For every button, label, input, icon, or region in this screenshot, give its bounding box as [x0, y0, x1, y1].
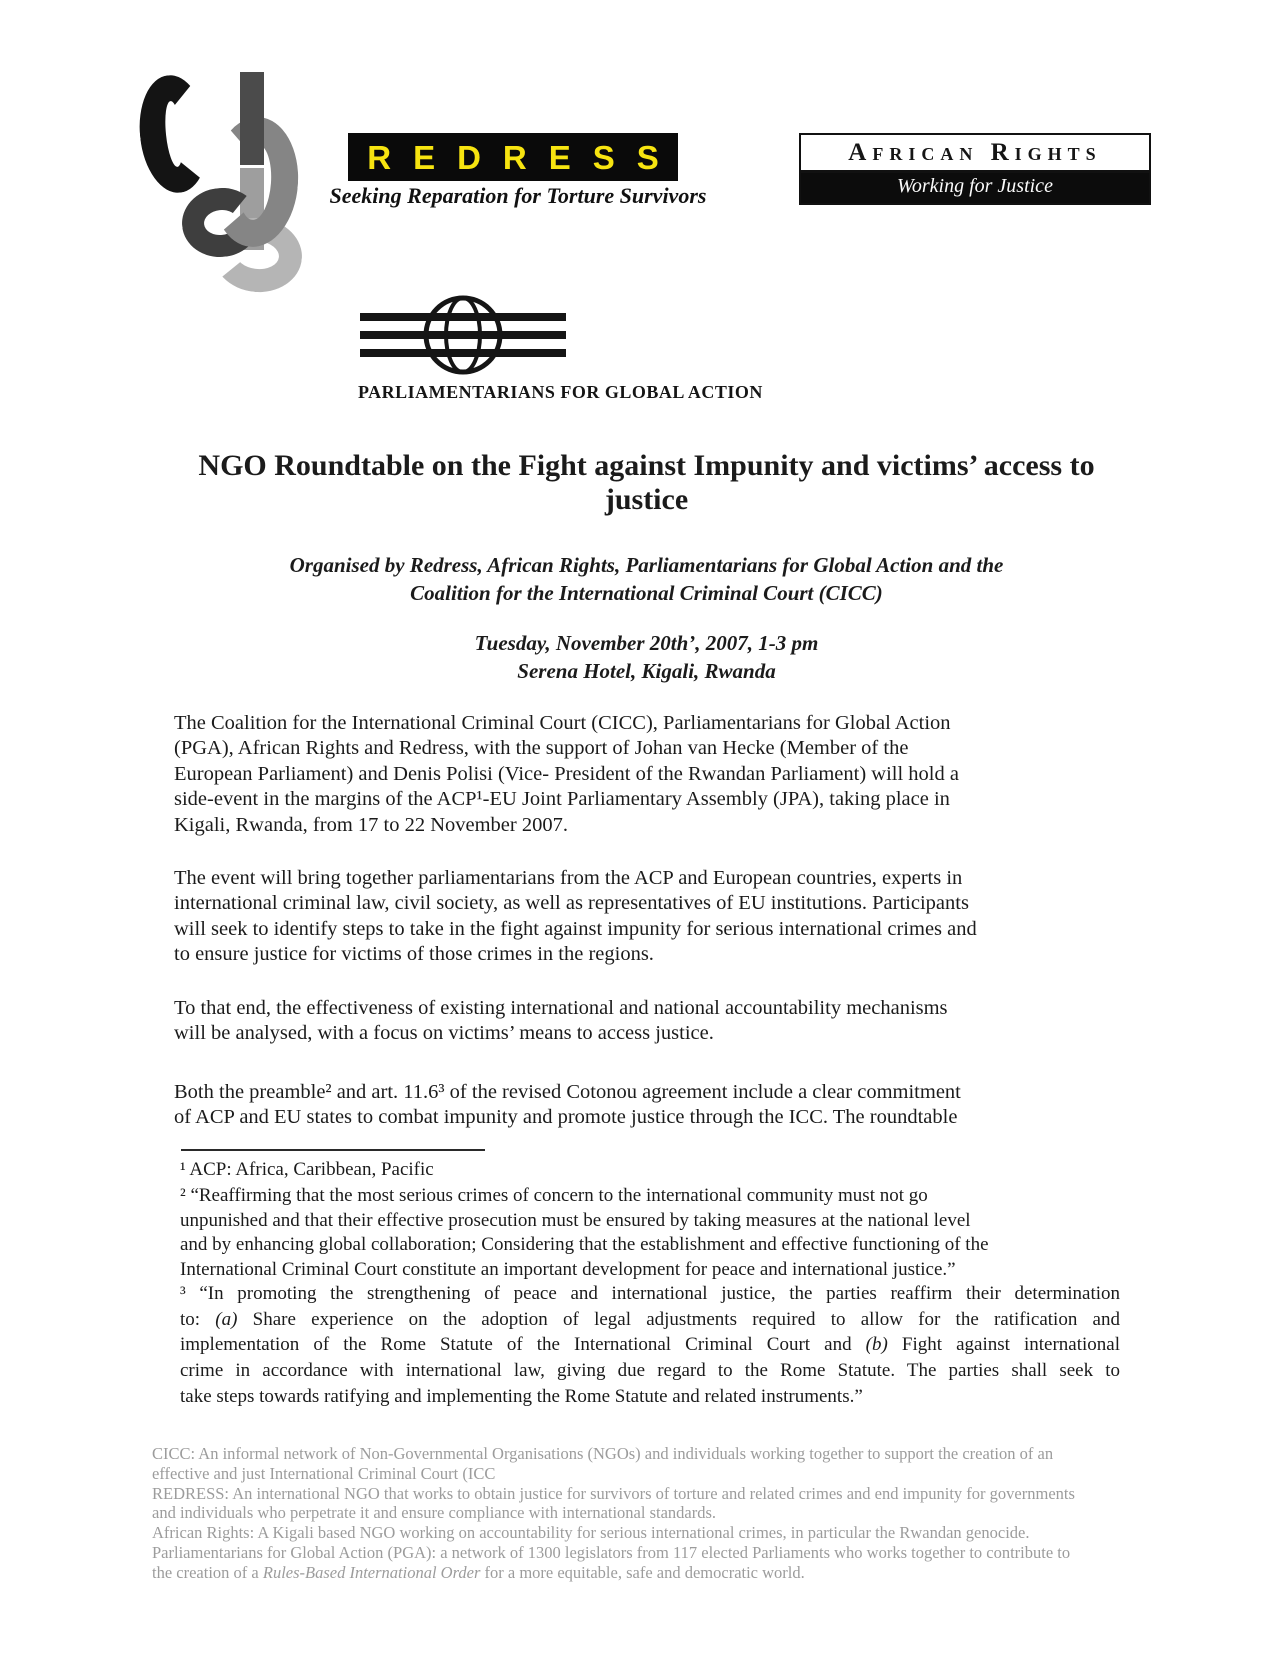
paragraph-2	[174, 866, 1119, 968]
org-note-cicc: effective and just International Criminal Court (ICC	[152, 1463, 496, 1483]
footnote-3-text: Share experience on the adoption of legal adjustments required to allow for the ratification and	[237, 1308, 1120, 1330]
org-note-pga-italic: Rules-Based International Order	[262, 1562, 481, 1582]
redress-logo-tagline: Seeking Reparation for Torture Survivors	[329, 183, 707, 208]
paragraph-2-line: to ensure justice for victims of those crimes in the regions.	[174, 943, 654, 966]
paragraph-1-line: European Parliament) and Denis Polisi (Vice- President of the Rwandan Parliament) will hold a	[174, 762, 959, 785]
footnote-1-line: ¹ ACP: Africa, Caribbean, Pacific	[180, 1159, 434, 1180]
org-note-pga-text: the creation of a	[152, 1562, 263, 1582]
footnote-3-line: take steps towards ratifying and implementing the Rome Statute and related instruments.”	[180, 1385, 863, 1407]
org-note-redress: REDRESS: An international NGO that works to obtain justice for survivors of torture and related crimes and end impunity for governments	[152, 1483, 1075, 1503]
organiser-line1: Organised by Redress, African Rights, Parliamentarians for Global Action and the	[289, 553, 1004, 577]
pga-logo	[358, 266, 770, 403]
globe-icon	[358, 266, 770, 376]
footnote-3-text: ³ “In promoting the strengthening of peace and international justice, the parties reaffirm their determination	[180, 1283, 1120, 1304]
footnote-3-text: Fight against international	[887, 1334, 1121, 1356]
african-rights-logo-tagline: Working for Justice	[801, 173, 1149, 203]
footnote-3-line	[180, 1307, 1120, 1333]
footnote-3-line	[180, 1281, 1120, 1307]
paragraph-1-line: (PGA), African Rights and Redress, with the support of Johan van Hecke (Member of the	[174, 737, 909, 760]
african-rights-logo-wordmark: African Rights	[801, 135, 1149, 173]
footnote-3	[180, 1281, 1120, 1410]
organiser-subtitle	[174, 551, 1119, 607]
footnote-3-text: to:	[180, 1308, 216, 1330]
paragraph-4	[174, 1080, 1119, 1131]
org-note-pga: Parliamentarians for Global Action (PGA): a network of 1300 legislators from 117 elected Parliaments who works together to contribute to	[152, 1542, 1071, 1562]
paragraph-2-line: The event will bring together parliamentarians from the ACP and European countries, experts in	[174, 867, 963, 889]
footnote-3-text: crime in accordance with international law, giving due regard to the Rome Statute. The parties shall seek to	[180, 1360, 1120, 1382]
redress-logo	[329, 133, 707, 209]
paragraph-4-line: of ACP and EU states to combat impunity and promote justice through the ICC. The roundtable	[174, 1106, 958, 1129]
footnote-3-line	[180, 1332, 1120, 1358]
organisation-descriptions	[152, 1444, 1137, 1583]
footnote-2-line: International Criminal Court constitute an important development for peace and international justice.”	[180, 1259, 956, 1281]
event-venue: Serena Hotel, Kigali, Rwanda	[517, 659, 776, 683]
org-note-pga-text: for a more equitable, safe and democratic world.	[480, 1562, 805, 1582]
footnote-separator	[181, 1149, 485, 1151]
org-note-pga	[152, 1563, 1137, 1583]
footnote-2-line: ² “Reaffirming that the most serious crimes of concern to the international community must not go	[180, 1185, 928, 1206]
african-rights-logo	[799, 133, 1151, 205]
footnote-3-italic-marker: (a)	[215, 1308, 238, 1330]
footnote-2-line: and by enhancing global collaboration; Considering that the establishment and effective functioning of the	[180, 1234, 989, 1256]
paragraph-2-line: will seek to identify steps to take in the fight against impunity for serious international crimes and	[174, 917, 977, 940]
event-date-venue	[174, 629, 1119, 685]
paragraph-1-line: side-event in the margins of the ACP¹-EU Joint Parliamentary Assembly (JPA), taking place in	[174, 788, 950, 811]
cicc-logo-icon	[140, 62, 315, 297]
paragraph-4-line: Both the preamble² and art. 11.6³ of the revised Cotonou agreement include a clear commitment	[174, 1081, 961, 1103]
footnote-2	[180, 1184, 1120, 1283]
page-title-line1: NGO Roundtable on the Fight against Impunity and victims’ access to	[198, 449, 1095, 482]
footnote-3-text: implementation of the Rome Statute of the International Criminal Court and	[180, 1334, 866, 1356]
paragraph-1-line: The Coalition for the International Criminal Court (CICC), Parliamentarians for Global Action	[174, 712, 951, 734]
pga-logo-caption: PARLIAMENTARIANS FOR GLOBAL ACTION	[358, 382, 763, 402]
page-title	[174, 449, 1119, 517]
paragraph-2-line: international criminal law, civil society, as well as representatives of EU institutions. Participants	[174, 892, 969, 915]
footnote-2-line: unpunished and that their effective prosecution must be ensured by taking measures at the national level	[180, 1209, 971, 1231]
footnote-3-line	[180, 1358, 1120, 1384]
redress-logo-wordmark: REDRESS	[367, 138, 681, 176]
paragraph-3	[174, 996, 1119, 1047]
redress-logo-box	[348, 133, 681, 181]
paragraph-3-line: will be analysed, with a focus on victims’ means to access justice.	[174, 1022, 714, 1045]
footnote-3-italic-marker: (b)	[865, 1334, 888, 1356]
org-note-redress: and individuals who perpetrate it and ensure compliance with international standards.	[152, 1503, 717, 1523]
cicc-logo-crescent-black	[134, 72, 214, 196]
organiser-line2: Coalition for the International Criminal Court (CICC)	[410, 581, 883, 605]
footnote-1	[180, 1157, 1120, 1182]
org-note-cicc: CICC: An informal network of Non-Governmental Organisations (NGOs) and individuals working together to support the creation of an	[152, 1444, 1054, 1463]
org-note-african-rights: African Rights: A Kigali based NGO working on accountability for serious international crimes, in particular the Rwandan genocide.	[152, 1523, 1030, 1543]
page-title-line2: justice	[604, 483, 689, 516]
paragraph-1	[174, 711, 1119, 838]
cicc-logo-stem-dark	[240, 72, 264, 165]
paragraph-3-line: To that end, the effectiveness of existing international and national accountability mechanisms	[174, 997, 948, 1019]
event-datetime: Tuesday, November 20th’, 2007, 1-3 pm	[474, 631, 819, 655]
paragraph-1-line: Kigali, Rwanda, from 17 to 22 November 2007.	[174, 813, 568, 836]
